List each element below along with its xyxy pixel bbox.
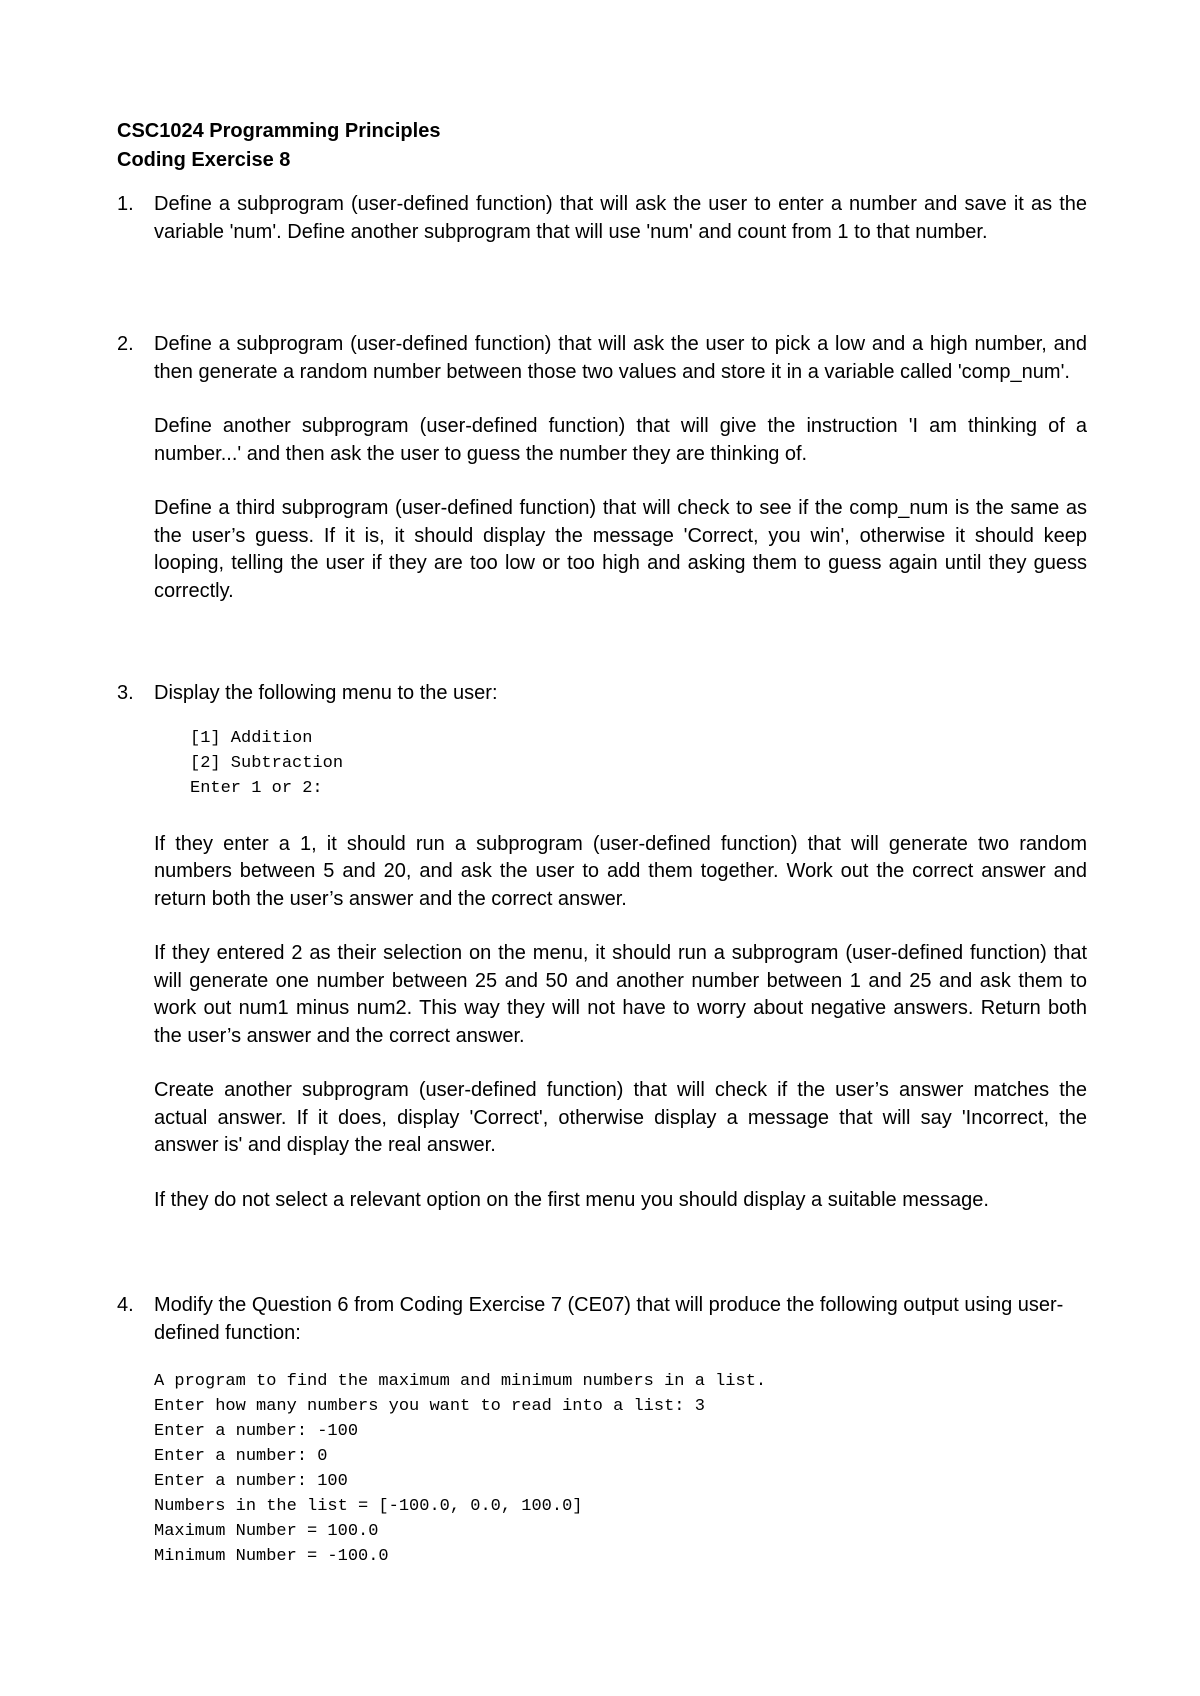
- output-line: Numbers in the list = [-100.0, 0.0, 100.0]: [154, 1497, 583, 1516]
- output-line: Maximum Number = 100.0: [154, 1522, 379, 1541]
- question-paragraph: If they entered 2 as their selection on the menu, it should run a subprogram (user-defined function) that will generate one number between 25 and 50 and another number between 1 and 25 and ask them to work out num1 minus num2. This way they will not have to worry about negative answers. Return both the user’s answer and the correct answer.: [154, 942, 1087, 1047]
- question-3: [117, 680, 1097, 1214]
- output-line: Enter a number: 100: [154, 1472, 348, 1491]
- question-intro: Display the following menu to the user:: [154, 682, 498, 704]
- question-paragraph: If they do not select a relevant option on the first menu you should display a suitable message.: [154, 1188, 989, 1211]
- question-4: [117, 1292, 1097, 1569]
- course-title: CSC1024 Programming Principles: [117, 120, 441, 142]
- question-paragraph: Define a subprogram (user-defined function) that will ask the user to pick a low and a high number, and then generate a random number between those two values and store it in a variable called 'comp_num'.: [154, 333, 1087, 383]
- document-header: [117, 117, 440, 175]
- question-number: 3.: [117, 682, 134, 704]
- question-number: 2.: [117, 333, 134, 355]
- question-number: 1.: [117, 193, 134, 215]
- output-line: A program to find the maximum and minimum numbers in a list.: [154, 1372, 767, 1391]
- output-line: Enter how many numbers you want to read into a list: 3: [154, 1397, 705, 1416]
- question-paragraph: If they enter a 1, it should run a subprogram (user-defined function) that will generate two random numbers between 5 and 20, and ask the user to add them together. Work out the correct answer and return both the user’s answer and the correct answer.: [154, 832, 1087, 910]
- menu-code-block: [190, 726, 1087, 801]
- menu-line: Enter 1 or 2:: [190, 778, 323, 798]
- output-line: Enter a number: -100: [154, 1422, 359, 1441]
- question-number: 4.: [117, 1294, 134, 1316]
- question-paragraph: Define another subprogram (user-defined function) that will give the instruction 'I am thinking of a number...' and then ask the user to guess the number they are thinking of.: [154, 415, 1087, 465]
- menu-line: [1] Addition: [190, 728, 313, 748]
- question-intro: Modify the Question 6 from Coding Exercise 7 (CE07) that will produce the following output using user-defined function:: [154, 1294, 1064, 1344]
- output-line: Enter a number: 0: [154, 1447, 328, 1466]
- menu-line: [2] Subtraction: [190, 753, 344, 773]
- question-paragraph: Define a subprogram (user-defined function) that will ask the user to enter a number and save it as the variable 'num'. Define another subprogram that will use 'num' and count from 1 to that number.: [154, 193, 1087, 243]
- question-2: [117, 331, 1097, 605]
- output-line: Minimum Number = -100.0: [154, 1547, 389, 1566]
- question-1: [117, 191, 1097, 246]
- output-code-block: [154, 1369, 1087, 1569]
- question-paragraph: Create another subprogram (user-defined function) that will check if the user’s answer matches the actual answer. If it does, display 'Correct', otherwise display a message that will say 'Incorrect, the answer is' and display the real answer.: [154, 1079, 1087, 1156]
- exercise-title: Coding Exercise 8: [117, 149, 291, 171]
- question-paragraph: Define a third subprogram (user-defined function) that will check to see if the comp_num is the same as the user’s guess. If it is, it should display the message 'Correct, you win', otherwise it should keep looping, telling the user if they are too low or too high and asking them to guess again until they guess correctly.: [154, 497, 1087, 602]
